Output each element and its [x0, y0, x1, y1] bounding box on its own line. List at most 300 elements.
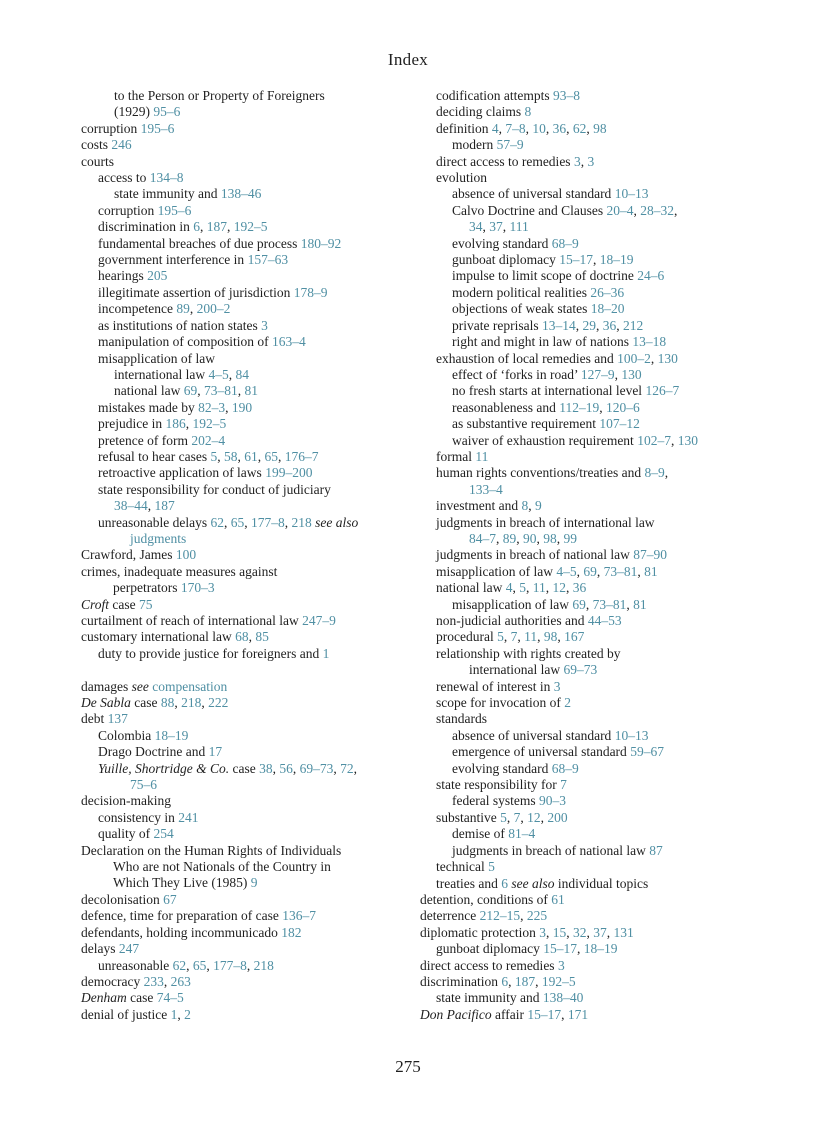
entry-text: , — [189, 301, 197, 317]
page-reference: 98 — [543, 629, 558, 645]
index-entry — [420, 351, 755, 367]
index-entry — [420, 974, 755, 990]
page-reference: 131 — [613, 924, 634, 940]
entry-text: , — [545, 924, 553, 940]
index-entry — [81, 875, 416, 891]
page-reference: 2 — [184, 1006, 191, 1022]
entry-text: case — [229, 760, 260, 776]
entry-text: judgments in breach of international law — [436, 514, 655, 530]
page-reference: 37 — [593, 924, 607, 940]
entry-text: Who are not Nationals of the Country in — [113, 859, 331, 875]
entry-text: case — [109, 596, 139, 612]
entry-text: , — [596, 563, 604, 579]
entry-text: diplomatic protection — [420, 924, 540, 940]
index-entry — [420, 449, 755, 465]
entry-text: customary international law — [81, 629, 236, 645]
page-reference: 190 — [231, 399, 253, 415]
page-reference: 5 — [488, 859, 495, 875]
page-reference: 5 — [210, 448, 218, 464]
index-entry — [420, 547, 755, 563]
entry-text: corruption — [98, 202, 158, 218]
entry-text: (1929) — [114, 104, 154, 120]
page-reference: 3 — [261, 317, 268, 333]
entry-text: , — [637, 563, 645, 579]
entry-text: detention, conditions of — [420, 891, 552, 907]
page-reference: 3 — [587, 153, 595, 169]
index-entry — [420, 695, 755, 711]
page-reference: 195–6 — [140, 120, 175, 136]
index-entry — [420, 761, 755, 777]
entry-text: , — [147, 498, 155, 514]
entry-text: reasonableness and — [452, 399, 560, 415]
index-entry — [81, 793, 416, 809]
entry-text: Declaration on the Human Rights of Individuals — [81, 842, 342, 858]
entry-text: , — [237, 448, 245, 464]
index-entry — [420, 679, 755, 695]
index-entry — [420, 416, 755, 432]
entry-spacer — [81, 662, 416, 678]
page-reference: 6 — [501, 973, 509, 989]
index-entry — [81, 416, 416, 432]
entry-text: , — [520, 809, 528, 825]
entry-text: waiver of exhaustion requirement — [452, 432, 638, 448]
entry-text-italic: De Sabla — [81, 695, 131, 711]
entry-text: hearings — [98, 268, 148, 284]
index-entry — [81, 761, 416, 777]
page-reference: 11 — [532, 580, 546, 596]
page-number: 275 — [395, 1057, 421, 1076]
entry-text: democracy — [81, 973, 144, 989]
index-entry — [81, 908, 416, 924]
entry-text: , — [566, 120, 573, 136]
entry-text: fundamental breaches of due process — [98, 235, 301, 251]
page-reference: 56 — [279, 760, 293, 776]
page-reference: 136–7 — [282, 908, 317, 924]
page-reference: 127–9 — [580, 366, 615, 382]
entry-text: manipulation of composition of — [98, 334, 272, 350]
entry-text: direct access to remedies — [420, 957, 558, 973]
index-entry — [81, 236, 416, 252]
page-reference: 15–17 — [543, 941, 577, 957]
page-reference: compensation — [152, 678, 228, 694]
index-entry — [420, 728, 755, 744]
page-reference: 89 — [176, 301, 190, 317]
page-reference: 218 — [291, 514, 312, 530]
index-entry — [81, 383, 416, 399]
page-reference: 26–36 — [590, 284, 625, 300]
index-entry — [420, 301, 755, 317]
entry-text: evolving standard — [452, 760, 552, 776]
entry-text: emergence of universal standard — [452, 744, 631, 760]
entry-text: right and might in law of nations — [452, 334, 633, 350]
index-entry — [81, 498, 416, 514]
entry-text: codification attempts — [436, 88, 553, 103]
entry-text: , — [575, 317, 583, 333]
entry-text: , — [246, 957, 254, 973]
page-reference: 82–3 — [198, 399, 226, 415]
index-entry — [420, 892, 755, 908]
page-reference: 7 — [560, 777, 567, 793]
page-reference: 6 — [193, 219, 200, 235]
page-reference: 4 — [491, 120, 499, 136]
page-reference: 180–92 — [300, 235, 342, 251]
entry-text: , — [217, 448, 224, 464]
entry-text: incompetence — [98, 301, 177, 317]
entry-text: government interference in — [98, 252, 248, 268]
page-reference: 17 — [208, 744, 223, 760]
page-reference: 167 — [564, 629, 585, 645]
page-reference: 81–4 — [508, 826, 536, 842]
page-reference: 89 — [502, 530, 517, 546]
entry-text: international law — [469, 662, 564, 678]
entry-text: defence, time for preparation of case — [81, 908, 283, 924]
entry-text: scope for invocation of — [436, 695, 565, 711]
index-entry — [81, 1007, 416, 1023]
entry-text: denial of justice — [81, 1006, 171, 1022]
entry-text: , — [186, 957, 193, 973]
page-reference: 65 — [264, 448, 278, 464]
index-entry — [420, 186, 755, 202]
page-reference: 75 — [139, 596, 153, 612]
entry-text-italic: see — [131, 678, 149, 694]
page-reference: 5 — [519, 580, 526, 596]
index-entry — [420, 433, 755, 449]
entry-text: relationship with rights created by — [436, 645, 621, 661]
index-entry — [81, 531, 416, 547]
entry-text: consistency in — [98, 809, 179, 825]
page-reference: 68 — [235, 629, 249, 645]
page-reference: 73–81 — [603, 563, 638, 579]
index-entry — [420, 843, 755, 859]
index-entry — [81, 219, 416, 235]
index-entry — [81, 170, 416, 186]
page-reference: 34 — [469, 219, 483, 235]
entry-text: human rights conventions/treaties and — [436, 465, 645, 481]
entry-text: , — [626, 596, 634, 612]
entry-text: , — [525, 120, 533, 136]
entry-text: Calvo Doctrine and Clauses — [452, 202, 607, 218]
index-entry — [81, 728, 416, 744]
page-reference: 29 — [582, 317, 596, 333]
entry-text: gunboat diplomacy — [452, 252, 560, 268]
index-entry — [420, 252, 755, 268]
index-entry — [81, 629, 416, 645]
entry-text: , — [650, 350, 658, 366]
page-reference: 182 — [281, 924, 302, 940]
index-entry — [420, 400, 755, 416]
page-reference: 2 — [564, 695, 571, 711]
page-reference: 3 — [573, 153, 581, 169]
entry-text: deciding claims — [436, 104, 525, 120]
entry-text: international law — [114, 366, 209, 382]
page-reference: 9 — [534, 498, 542, 514]
index-column-left — [81, 88, 416, 1023]
index-entry — [420, 515, 755, 531]
entry-text: , — [561, 1006, 568, 1022]
page-reference: 15 — [552, 924, 567, 940]
index-entry — [420, 1007, 755, 1023]
entry-text: , — [517, 629, 525, 645]
page-reference: 59–67 — [630, 744, 664, 760]
page-reference: 120–6 — [605, 399, 640, 415]
entry-text: , — [565, 580, 573, 596]
page-reference: 68–9 — [551, 235, 579, 251]
page-reference: 187 — [514, 973, 536, 989]
entry-text-italic: Yuille, Shortridge & Co. — [98, 760, 230, 776]
page-reference: 170–3 — [180, 580, 215, 596]
entry-text: , — [557, 629, 565, 645]
entry-text: , — [592, 252, 600, 268]
index-entry — [81, 433, 416, 449]
page-reference: 61 — [551, 891, 565, 907]
page-reference: 58 — [223, 448, 238, 464]
page-reference: 241 — [178, 809, 199, 825]
entry-text: duty to provide justice for foreigners and — [98, 645, 323, 661]
page-reference: 36 — [552, 120, 567, 136]
page-reference: 90–3 — [538, 793, 566, 809]
page-reference: 1 — [322, 645, 330, 661]
page-reference: 38–44 — [114, 498, 148, 514]
index-entry — [81, 810, 416, 826]
page-reference: 74–5 — [156, 990, 184, 1006]
page-reference: 1 — [170, 1006, 178, 1022]
page-reference: 15–17 — [527, 1006, 562, 1022]
entry-text: impulse to limit scope of doctrine — [452, 268, 638, 284]
entry-text: technical — [436, 859, 489, 875]
entry-text: mistakes made by — [98, 399, 199, 415]
index-entry — [81, 695, 416, 711]
entry-text: curtailment of reach of international law — [81, 613, 303, 628]
entry-text: Which They Live (1985) — [113, 875, 251, 891]
index-entry — [81, 990, 416, 1006]
page-reference: 10–13 — [614, 727, 649, 743]
entry-text: debt — [81, 711, 108, 727]
page-reference: 187 — [206, 219, 227, 235]
index-entry — [420, 744, 755, 760]
index-entry — [81, 268, 416, 284]
page-reference: 18–19 — [583, 941, 618, 957]
page-reference: 11 — [524, 629, 538, 645]
index-entry — [420, 268, 755, 284]
entry-text: , — [536, 530, 544, 546]
index-entry — [81, 88, 416, 104]
page-reference: 99 — [563, 530, 577, 546]
page-reference: 75–6 — [130, 777, 157, 793]
entry-text: state responsibility for conduct of judiciary — [98, 481, 331, 497]
index-entry — [81, 711, 416, 727]
entry-text: , — [237, 383, 245, 399]
page-reference: 13–18 — [632, 334, 667, 350]
entry-text: state immunity and — [436, 990, 543, 1006]
entry-text: case — [126, 990, 157, 1006]
page-reference: 218 — [181, 695, 202, 711]
entry-text-italic: Croft — [81, 596, 110, 612]
entry-text: misapplication of law — [452, 596, 573, 612]
index-entry — [420, 383, 755, 399]
page-reference: 192–5 — [541, 973, 576, 989]
entry-text: , — [545, 580, 553, 596]
index-entry — [420, 925, 755, 941]
page-reference: 95–6 — [153, 104, 181, 120]
index-entry — [420, 580, 755, 596]
page-reference: 171 — [567, 1006, 589, 1022]
entry-text: effect of ‘forks in road’ — [452, 366, 581, 382]
entry-text: private reprisals — [452, 317, 542, 333]
page-reference: 69 — [572, 596, 586, 612]
entry-text: , — [200, 219, 207, 235]
index-entry — [81, 137, 416, 153]
page-reference: 62 — [210, 514, 224, 530]
entry-text: , — [333, 760, 341, 776]
index-entry — [81, 121, 416, 137]
entry-text: , — [228, 366, 236, 382]
page-reference: 3 — [553, 678, 561, 694]
page-reference: 93–8 — [552, 88, 580, 103]
entry-text: , — [540, 809, 548, 825]
entry-text: , — [673, 202, 678, 218]
index-entry — [81, 104, 416, 120]
entry-text: , — [556, 530, 564, 546]
index-entry — [420, 711, 755, 727]
page-reference: 195–6 — [157, 202, 192, 218]
entry-text: definition — [436, 120, 492, 136]
page-reference: 200 — [547, 809, 568, 825]
page-reference: 12 — [552, 580, 566, 596]
page-reference: 225 — [526, 908, 548, 924]
entry-text: access to — [98, 170, 150, 186]
entry-text: , — [508, 973, 515, 989]
entry-text: misapplication of law — [436, 563, 557, 579]
entry-text: , — [585, 596, 593, 612]
page-reference: 247–9 — [302, 613, 336, 628]
entry-text: decision-making — [81, 793, 171, 809]
entry-text: , — [244, 514, 251, 530]
entry-text: pretence of form — [98, 432, 192, 448]
page-reference: 62 — [572, 120, 587, 136]
entry-text: , — [606, 924, 614, 940]
page-reference: 107–12 — [599, 416, 640, 432]
page-reference: 130 — [621, 366, 642, 382]
page-reference: 212–15 — [479, 908, 521, 924]
index-entry — [420, 367, 755, 383]
page-reference: 18–19 — [154, 727, 189, 743]
page-reference: 18–20 — [590, 301, 625, 317]
index-entry — [81, 974, 416, 990]
index-entry — [81, 203, 416, 219]
index-entry — [81, 744, 416, 760]
entry-text: gunboat diplomacy — [436, 941, 544, 957]
index-entry — [420, 104, 755, 120]
index-entry — [81, 318, 416, 334]
page-reference: 157–63 — [247, 252, 289, 268]
index-entry — [420, 88, 755, 104]
page-reference: 8 — [524, 104, 532, 120]
page-reference: 88 — [160, 695, 175, 711]
index-entry — [81, 679, 416, 695]
running-title: Index — [387, 50, 429, 69]
entry-text: , — [206, 957, 214, 973]
page-reference: 72 — [340, 760, 354, 776]
entry-text: defendants, holding incommunicado — [81, 924, 282, 940]
entry-text: , — [525, 580, 533, 596]
index-entry — [81, 613, 416, 629]
page-reference: 15–17 — [559, 252, 593, 268]
index-entry — [420, 170, 755, 186]
page-reference: 192–5 — [192, 416, 227, 432]
index-entry — [420, 876, 755, 892]
index-entry — [420, 793, 755, 809]
page-reference: 199–200 — [265, 465, 313, 481]
index-entry — [81, 597, 416, 613]
page-reference: 138–40 — [542, 990, 584, 1006]
page-reference: 192–5 — [233, 219, 268, 235]
entry-text: , — [512, 580, 520, 596]
index-entry — [81, 285, 416, 301]
index-entry — [81, 301, 416, 317]
index-entry — [420, 285, 755, 301]
page-reference: 57–9 — [496, 137, 524, 153]
entry-text: , — [227, 219, 234, 235]
index-entry — [81, 154, 416, 170]
page-reference: 3 — [539, 924, 546, 940]
entry-text: as substantive requirement — [452, 416, 600, 432]
page-reference: 202–4 — [191, 432, 226, 448]
page-reference: 85 — [255, 629, 269, 645]
index-entry — [420, 137, 755, 153]
entry-text: modern — [452, 137, 497, 153]
index-entry — [81, 564, 416, 580]
entry-text: , — [163, 973, 171, 989]
entry-text: exhaustion of local remedies and — [436, 350, 618, 366]
page-reference: 4–5 — [556, 563, 577, 579]
index-entry — [81, 400, 416, 416]
page-reference: 8–9 — [644, 465, 665, 481]
index-entry — [81, 515, 416, 531]
entry-text: , — [580, 153, 588, 169]
index-entry — [420, 859, 755, 875]
entry-text: , — [566, 924, 573, 940]
index-entry — [81, 186, 416, 202]
entry-text: deterrence — [420, 908, 480, 924]
page-reference: 186 — [165, 416, 186, 432]
page-reference: 130 — [657, 350, 678, 366]
entry-text: renewal of interest in — [436, 678, 554, 694]
page-reference: 5 — [497, 629, 504, 645]
page-reference: 84–7 — [469, 530, 496, 546]
index-entry — [81, 367, 416, 383]
entry-text: , — [248, 629, 256, 645]
entry-text: Drago Doctrine and — [98, 744, 209, 760]
entry-text: formal — [436, 448, 476, 464]
index-entry — [420, 154, 755, 170]
page-reference: 65 — [192, 957, 207, 973]
index-entry — [420, 958, 755, 974]
page-reference: 69 — [183, 383, 198, 399]
index-entry — [420, 990, 755, 1006]
page-reference: 111 — [509, 219, 529, 235]
index-entry — [420, 465, 755, 481]
page-reference: 69–73 — [299, 760, 334, 776]
index-entry — [420, 219, 755, 235]
page-reference: 7–8 — [505, 120, 526, 136]
entry-text-italic: Don Pacifico — [420, 1006, 492, 1022]
page-reference: 3 — [557, 957, 565, 973]
entry-text: absence of universal standard — [452, 186, 615, 202]
page-reference: 247 — [118, 941, 140, 957]
entry-text: , — [201, 695, 209, 711]
page-reference: 36 — [602, 317, 617, 333]
page-reference: 87–90 — [633, 547, 667, 563]
